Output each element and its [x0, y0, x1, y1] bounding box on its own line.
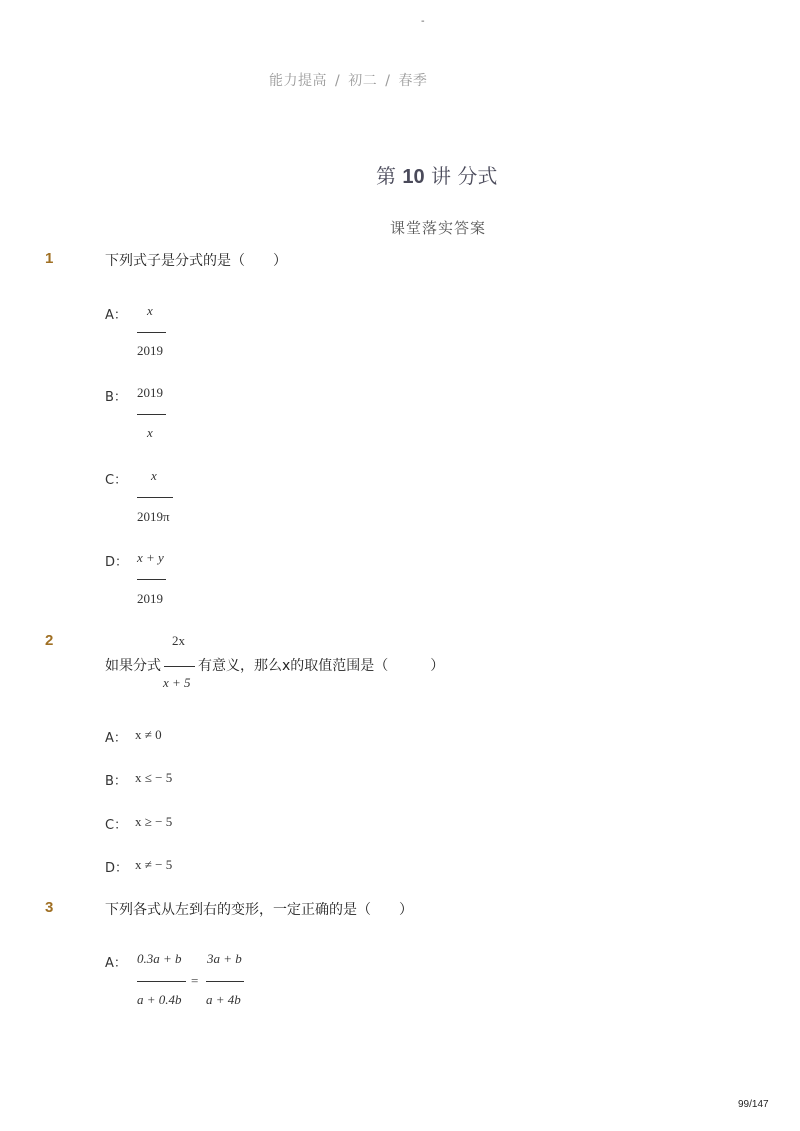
- lecture-title-prefix: 第: [376, 164, 396, 188]
- fraction-denominator: a + 4b: [206, 992, 241, 1007]
- fraction-numerator: x: [147, 303, 153, 318]
- fraction-denominator: x: [147, 425, 153, 440]
- option-expression: x ≠ − 5: [135, 857, 173, 872]
- fraction-numerator: 2x: [172, 633, 185, 648]
- fraction-bar: [137, 332, 166, 333]
- breadcrumb: [269, 70, 427, 90]
- fraction-numerator: 0.3a + b: [137, 951, 182, 966]
- fraction-denominator: 2019: [137, 343, 163, 358]
- option-expression: x ≤ − 5: [135, 770, 173, 785]
- fraction-denominator: 2019π: [137, 509, 170, 524]
- option-expression: x ≠ 0: [135, 727, 162, 742]
- fraction-denominator: x + 5: [163, 675, 191, 690]
- option-label: C：: [105, 818, 128, 833]
- fraction-denominator: a + 0.4b: [137, 992, 182, 1007]
- question-number: 2: [45, 632, 54, 649]
- option-label: D：: [105, 861, 129, 876]
- fraction-numerator: 2019: [137, 385, 163, 400]
- option-label: A：: [105, 308, 127, 323]
- question-text: 如果分式 有意义，那么x的取值范围是（ ）: [105, 658, 445, 674]
- option-label: A：: [105, 731, 127, 746]
- lecture-number: 10: [402, 166, 425, 188]
- lecture-title-suffix: 讲 分式: [430, 164, 498, 188]
- fraction-bar: [137, 497, 173, 498]
- question-text: 下列各式从左到右的变形，一定正确的是（ ）: [105, 902, 413, 918]
- option-label: B：: [105, 774, 127, 789]
- page-number: 99/147: [738, 1099, 769, 1110]
- fraction-numerator: x + y: [137, 550, 164, 565]
- fraction-bar: [206, 981, 244, 982]
- fraction-denominator: 2019: [137, 591, 163, 606]
- breadcrumb-separator: /: [335, 73, 341, 89]
- breadcrumb-separator: /: [385, 73, 391, 89]
- option-expression: x ≥ − 5: [135, 814, 173, 829]
- lecture-title: [376, 160, 497, 189]
- breadcrumb-item: 春季: [398, 73, 428, 89]
- section-subtitle: 课堂落实答案: [390, 219, 487, 237]
- option-label: D：: [105, 555, 129, 570]
- breadcrumb-item: 能力提高: [269, 73, 327, 89]
- question-number: 3: [45, 899, 54, 916]
- fraction-numerator: 3a + b: [207, 951, 242, 966]
- breadcrumb-item: 初二: [348, 73, 378, 89]
- question-number: 1: [45, 250, 54, 267]
- fraction-bar: [137, 981, 186, 982]
- option-label: C：: [105, 473, 128, 488]
- fraction-bar: [164, 666, 195, 667]
- option-label: A：: [105, 956, 127, 971]
- question-text: 下列式子是分式的是（ ）: [105, 253, 287, 269]
- fraction-bar: [137, 579, 166, 580]
- fraction-bar: [137, 414, 166, 415]
- equals-sign: =: [191, 973, 199, 988]
- header-dash: -: [421, 16, 425, 27]
- option-label: B：: [105, 390, 127, 405]
- fraction-numerator: x: [151, 468, 157, 483]
